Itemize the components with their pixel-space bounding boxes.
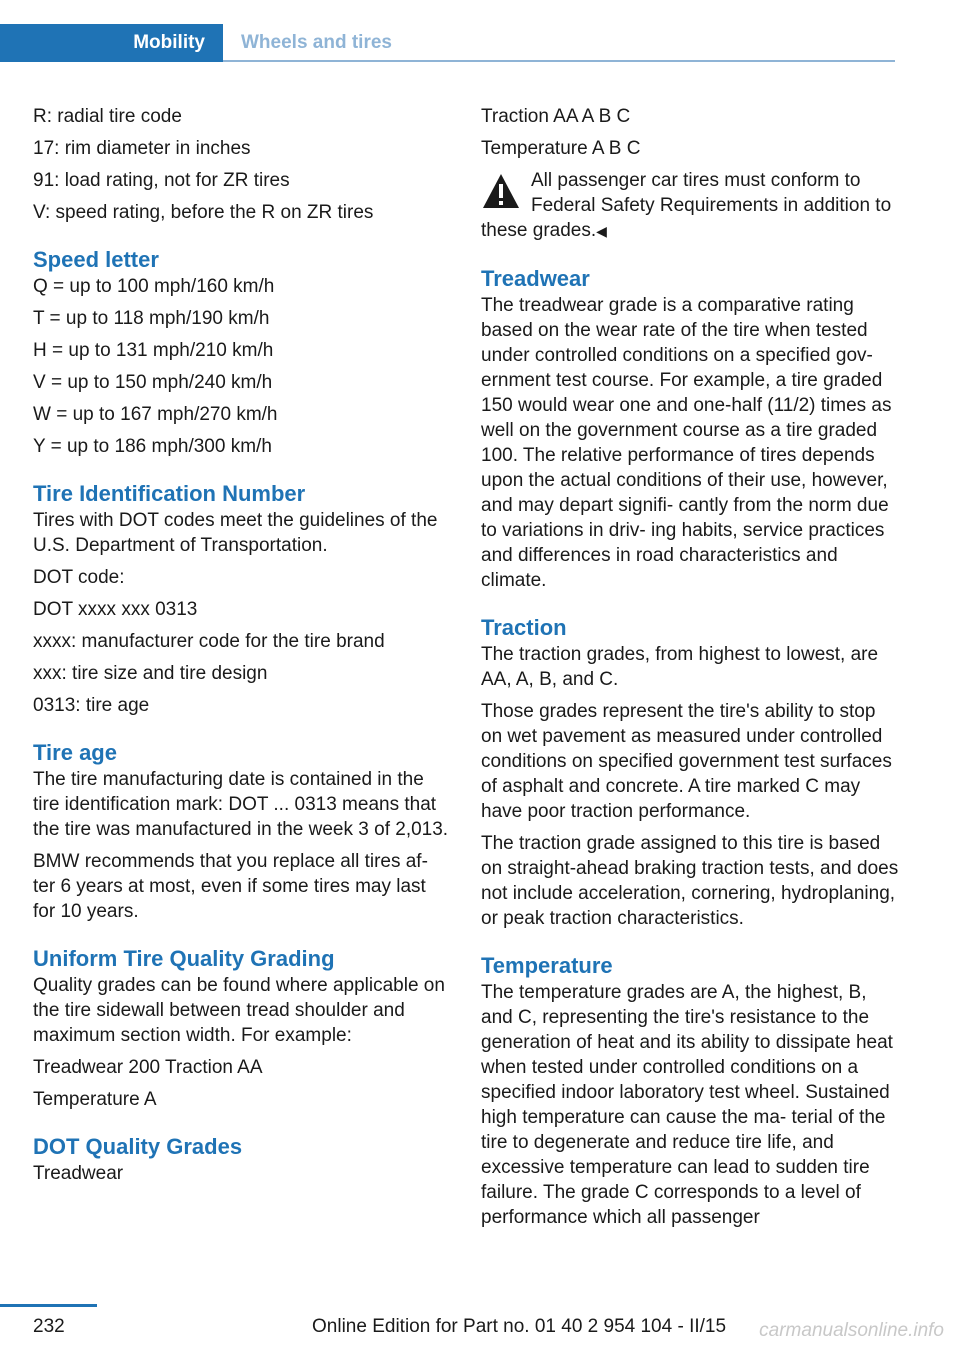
header-divider <box>223 60 895 62</box>
warning-notice <box>481 168 901 244</box>
warning-text <box>481 168 901 244</box>
heading-speed-letter: Speed letter <box>33 247 159 272</box>
warning-body: All passenger car tires must conform to Federal Safety Requirements in addition to these grades. <box>481 170 892 241</box>
heading-dot-quality-grades: DOT Quality Grades <box>33 1134 243 1159</box>
left-column <box>33 104 451 1193</box>
paragraph: 17: rim diameter in inches <box>33 138 251 159</box>
speed-item: V = up to 150 mph/240 km/h <box>33 372 273 393</box>
paragraph: The treadwear grade is a comparative rating based on the wear rate of the tire when tested under controlled conditions on a specified gov‐ ernment test course. For example, a tire graded 150 would wear one and one-half (11/2) times as well on the government course as a tire graded 100. The relative performance of tires depends upon the actual conditions of their use, however, and may depart signifi‐ cantly from the norm due to variations in driv‐ ing habits, service practices and differences in road characteristics and climate. <box>481 295 892 591</box>
speed-item: Q = up to 100 mph/160 km/h <box>33 276 275 297</box>
heading-tire-age: Tire age <box>33 740 117 765</box>
paragraph: BMW recommends that you replace all tires af‐ ter 6 years at most, even if some tires may last for 10 years. <box>33 851 428 922</box>
paragraph: Those grades represent the tire's ability to stop on wet pavement as measured under controlled conditions on specified government test surfaces of asphalt and concrete. A tire marked C may have poor traction performance. <box>481 701 892 822</box>
page-footer <box>0 1300 960 1362</box>
paragraph: The temperature grades are A, the highest, B, and C, representing the tire's resistance to the generation of heat and its ability to dissipate heat when tested under controlled conditions on a specified indoor laboratory test wheel. Sustained high temperature can cause the ma‐ terial of the tire to degenerate and reduce tire life, and excessive temperature can lead to sudden tire failure. The grade C corresponds to a level of performance which all passenger <box>481 982 893 1228</box>
paragraph: R: radial tire code <box>33 106 182 127</box>
speed-item: T = up to 118 mph/190 km/h <box>33 308 270 329</box>
paragraph: DOT code: <box>33 567 125 588</box>
heading-uniform-tire-quality-grading: Uniform Tire Quality Grading <box>33 946 335 971</box>
end-mark-icon: ◀ <box>596 223 607 239</box>
heading-temperature: Temperature <box>481 953 613 978</box>
paragraph: 91: load rating, not for ZR tires <box>33 170 290 191</box>
paragraph: V: speed rating, before the R on ZR tires <box>33 202 374 223</box>
warning-triangle-icon <box>481 172 521 210</box>
section-tab-mobility[interactable] <box>0 24 223 62</box>
paragraph: xxxx: manufacturer code for the tire brand <box>33 631 385 652</box>
paragraph: Temperature A <box>33 1089 157 1110</box>
paragraph: The traction grades, from highest to lowest, are AA, A, B, and C. <box>481 644 879 690</box>
paragraph: Temperature A B C <box>481 138 641 159</box>
paragraph: xxx: tire size and tire design <box>33 663 268 684</box>
heading-treadwear: Treadwear <box>481 266 590 291</box>
section-label: Mobility <box>133 32 205 53</box>
header-bar <box>0 24 895 62</box>
paragraph: Traction AA A B C <box>481 106 631 127</box>
paragraph: DOT xxxx xxx 0313 <box>33 599 198 620</box>
page-number: 232 <box>33 1316 65 1337</box>
speed-item: H = up to 131 mph/210 km/h <box>33 340 274 361</box>
watermark: carmanualsonline.info <box>759 1320 944 1341</box>
edition-note: Online Edition for Part no. 01 40 2 954 104 - II/15 <box>312 1316 727 1337</box>
paragraph: Tires with DOT codes meet the guidelines of the U.S. Department of Transportation. <box>33 510 438 556</box>
page-number-rule <box>0 1304 97 1307</box>
heading-traction: Traction <box>481 615 567 640</box>
paragraph: Treadwear <box>33 1163 124 1184</box>
paragraph: Quality grades can be found where applicable on the tire sidewall between tread shoulder and maximum section width. For example: <box>33 975 445 1046</box>
heading-tire-identification-number: Tire Identification Number <box>33 481 306 506</box>
speed-item: Y = up to 186 mph/300 km/h <box>33 436 272 457</box>
paragraph: The tire manufacturing date is contained in the tire identification mark: DOT ... 0313 means that the tire was manufactured in the week 3 of 2,013. <box>33 769 449 840</box>
subsection-label: Wheels and tires <box>241 32 392 53</box>
paragraph: Treadwear 200 Traction AA <box>33 1057 263 1078</box>
right-column <box>481 104 901 1237</box>
speed-item: W = up to 167 mph/270 km/h <box>33 404 278 425</box>
paragraph: The traction grade assigned to this tire is based on straight-ahead braking traction tests, and does not include acceleration, cornering, hydroplaning, or peak traction characteristics. <box>481 833 899 929</box>
section-tab-wheels-and-tires[interactable] <box>241 24 392 62</box>
paragraph: 0313: tire age <box>33 695 150 716</box>
